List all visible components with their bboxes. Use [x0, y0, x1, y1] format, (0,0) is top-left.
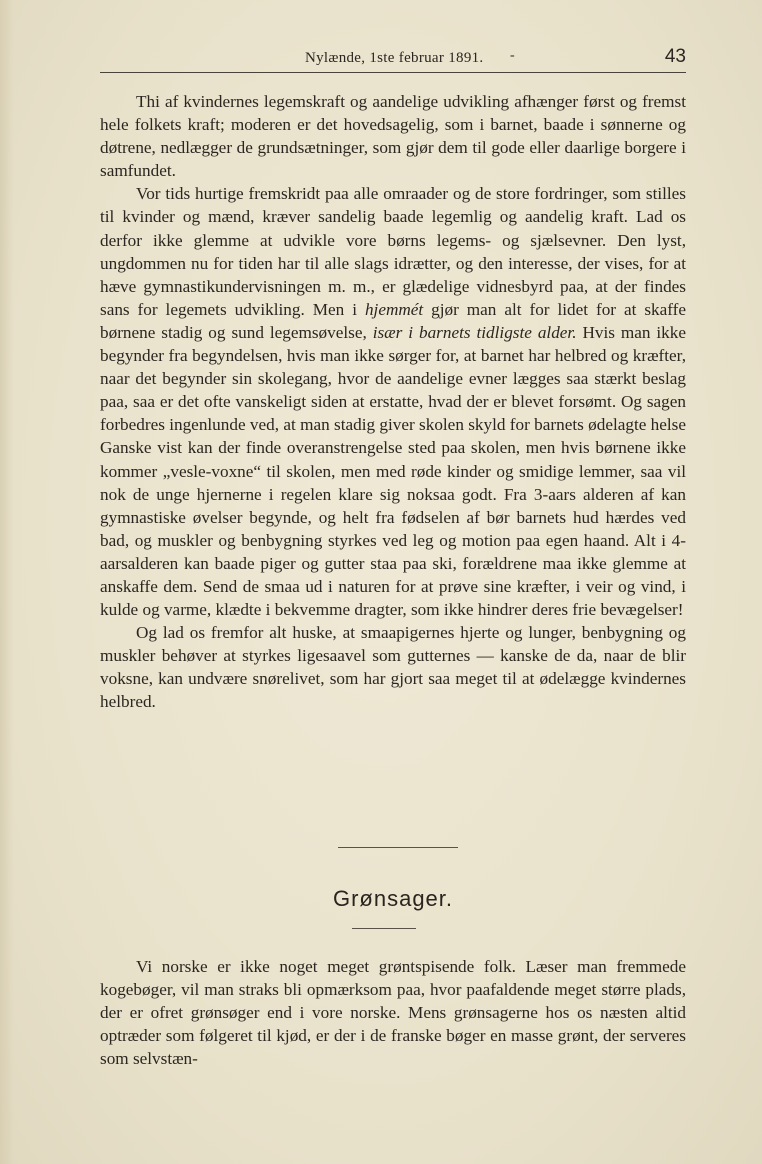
paragraph-1: Thi af kvindernes legemskraft og aandelige udvikling afhænger først og fremst hele folkets kraft; moderen er det hovedsagelig, som i barnet, baade i sønnerne og døtrene, nedlægger de grundsætninger, som gjør dem til gode eller daarlige borgere i samfundet.: [100, 92, 686, 181]
page-edge-shadow: [0, 0, 14, 1164]
paragraph-2: [100, 182, 686, 621]
paragraph-2-part-a: Vor tids hurtige fremskridt paa alle omraader og de store fordringer, som stilles til kvinder og mænd, kræver sandelig baade legemlig og aandelig kraft. Lad os derfor ikke glemme at udvikle vore børns legems- og sjælsevner. Den lyst, ungdommen nu for tiden har til alle slags idrætter, og den interesse, der vises, for at hæve gymnastikundervisningen m. m., er glædelige vidnesbyrd paa, at der findes sans for legemets udvikling. Men i: [100, 184, 686, 319]
article-continuation: [100, 90, 686, 714]
emphasis-tidligste-alder: især i barnets tidligste alder.: [372, 322, 577, 342]
section-divider: [338, 847, 458, 848]
section-heading: Grønsager.: [332, 886, 454, 911]
paragraph-3: Og lad os fremfor alt huske, at smaapigernes hjerte og lunger, benbygning og muskler behøver at styrkes ligesaavel som gutternes — kanske de da, naar de blir voksne, kan undvære snørelivet, som har gjort saa meget til at ødelægge kvindernes helbred.: [100, 623, 686, 712]
gronsager-paragraph-1: Vi norske er ikke noget meget grøntspisende folk. Læser man fremmede kogebøger, vil man straks bli opmærksom paa, hvor paafaldende meget større plads, der er ofret grønsøger end i vore norske. Mens grønsagerne hos os næsten altid optræder som følgeret til kjød, er der i de franske bøger en masse grønt, der serveres som selvstæn-: [100, 957, 686, 1069]
paragraph-2-part-b: gjør man alt for lidet for at skaffe børnene stadig og sund legemsøvelse,: [100, 299, 687, 342]
page-header: [100, 44, 686, 73]
running-head-dash: -: [510, 48, 515, 63]
emphasis-hjemmet: hjemmét: [364, 299, 424, 319]
heading-underline: [352, 928, 416, 929]
page-number: 43: [664, 46, 686, 67]
article-gronsager: [100, 955, 686, 1070]
running-head: Nylænde, 1ste februar 1891.: [305, 50, 484, 66]
paragraph-2-part-c: Hvis man ikke begynder fra begyndelsen, hvis man ikke sørger for, at barnet har helbred og kræfter, naar det begynder sin skolegang, hvor de aandelige evner lægges saa stærkt beslag paa, saa er det ofte vanskeligt siden at erstatte, hvad der er blevet forsømt. Og sagen forbedres ingenlunde ved, at man stadig giver skolen skyld for barnets ødelagte helse Ganske vist kan der finde overanstrengelse sted paa skolen, men hvis børnene ikke kommer „vesle-voxne“ til skolen, men med røde kinder og smidige lemmer, saa vil nok de unge hjernerne i regelen klare sig noksaa godt. Fra 3-aars alderen af kan gymnastiske øvelser begynde, og helt fra fødselen af bør barnets hud hærdes ved bad, og muskler og benbygning styrkes ved leg og motion paa egen haand. Alt i 4-aarsalderen kan baade piger og gutter staa paa ski, forældrene maa ikke glemme at anskaffe dem. Send de smaa ud i naturen for at prøve sine kræfter, i veir og vind, i kulde og varme, klædte i bekvemme dragter, som ikke hindrer deres frie bevægelser!: [100, 322, 686, 620]
